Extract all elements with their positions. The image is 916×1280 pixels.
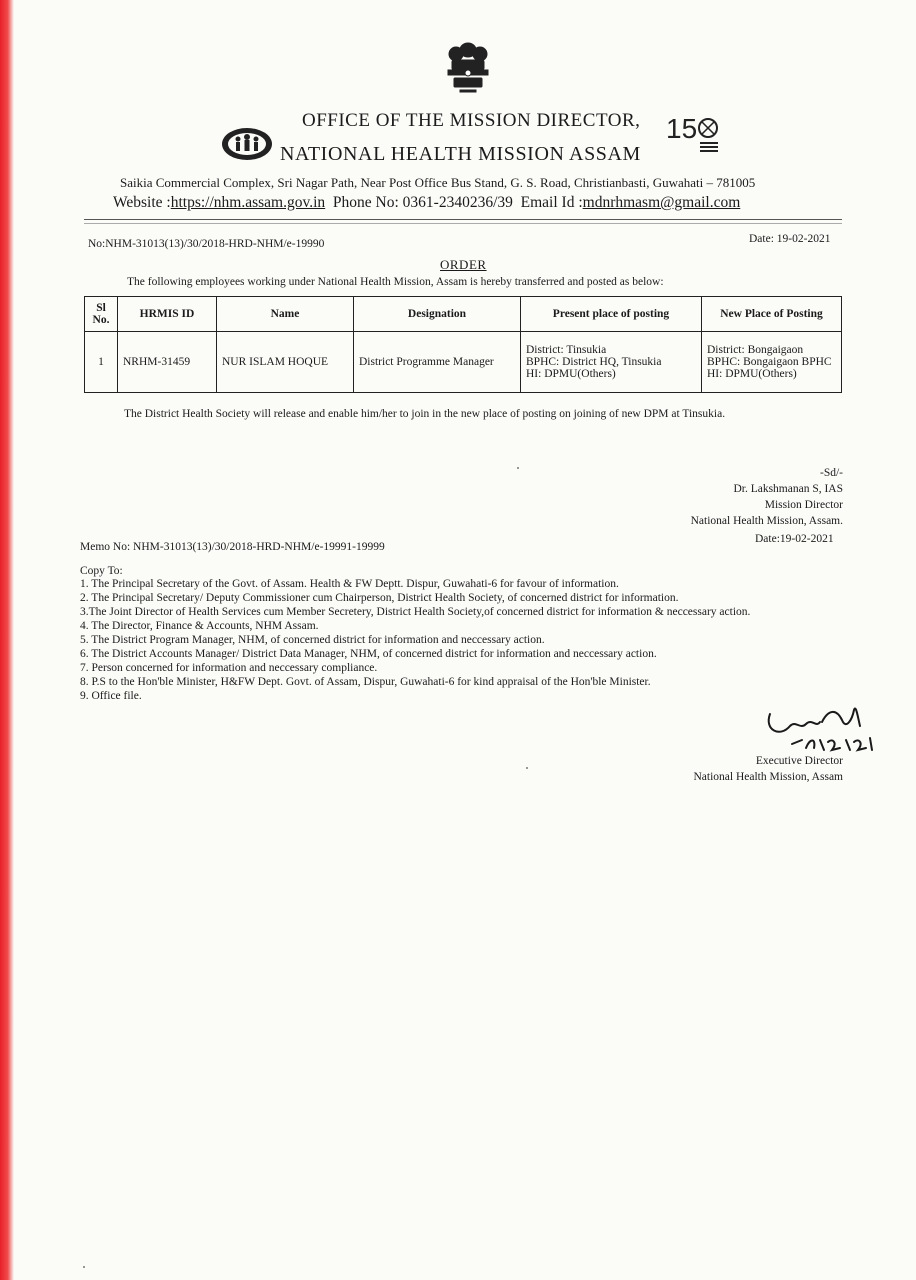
contact-line [113,194,740,212]
list-item: 1. The Principal Secretary of the Govt. of Assam. Health & FW Deptt. Dispur, Guwahati-6 for favour of information. [80,578,619,590]
order-reference-number: No:NHM-31013(13)/30/2018-HRD-NHM/e-19990 [88,238,325,250]
order-date: Date: 19-02-2021 [749,233,831,245]
cell-designation: District Programme Manager [354,332,521,393]
nhm-logo-icon [220,126,274,162]
new-district: District: Bongaigaon [707,344,804,356]
present-bphc: BPHC: District HQ, Tinsukia [526,356,662,368]
svg-text:15: 15 [666,113,698,144]
page-red-edge [0,0,14,1280]
table-header-row [85,297,842,332]
col-header-present-posting: Present place of posting [521,297,702,332]
present-district: District: Tinsukia [526,344,607,356]
table-row [85,332,842,393]
signatory-name: Dr. Lakshmanan S, IAS [733,483,843,495]
cell-hrmis: NRHM-31459 [118,332,217,393]
executive-title: Executive Director [755,755,843,767]
phone-number: Phone No: 0361-2340236/39 [332,194,513,211]
list-item: 2. The Principal Secretary/ Deputy Commissioner cum Chairperson, District Health Society, of concerned district for information. [80,592,679,604]
list-item: 3.The Joint Director of Health Services cum Member Secretery, District Health Society,of concerned district for information & neccessary action. [80,606,751,618]
website-link[interactable]: https://nhm.assam.gov.in [170,194,326,211]
memo-date: Date:19-02-2021 [755,533,834,545]
executive-organisation: National Health Mission, Assam [693,771,843,783]
header-divider [84,219,842,220]
order-intro: The following employees working under National Health Mission, Assam is hereby transferred and posted as below: [127,276,664,288]
mission-director-signatory [691,465,843,529]
signatory-organisation: National Health Mission, Assam. [690,515,843,527]
list-item: 6. The District Accounts Manager/ District Data Manager, NHM, of concerned district for information and neccessary action. [80,648,657,660]
list-item: 5. The District Program Manager, NHM, of concerned district for information and neccessary action. [80,634,545,646]
website-label: Website : [113,194,171,211]
memo-number: Memo No: NHM-31013(13)/30/2018-HRD-NHM/e-19991-19999 [80,541,385,553]
list-item: 7. Person concerned for information and neccessary compliance. [80,662,378,674]
copy-to-list [80,577,825,703]
office-address: Saikia Commercial Complex, Sri Nagar Path, Near Post Office Bus Stand, G. S. Road, Christianbasti, Guwahati – 781005 [120,175,756,190]
present-hi: HI: DPMU(Others) [526,368,616,380]
col-header-name: Name [217,297,354,332]
email-link[interactable]: mdnrhmasm@gmail.com [582,194,741,211]
list-item: 8. P.S to the Hon'ble Minister, H&FW Dept. Govt. of Assam, Dispur, Guwahati-6 for kind appraisal of the Hon'ble Minister. [80,676,651,688]
organisation-title: NATIONAL HEALTH MISSION ASSAM [280,143,641,165]
executive-director-signatory [694,753,844,785]
release-note: The District Health Society will release and enable him/her to join in the new place of posting on joining of new DPM at Tinsukia. [124,408,726,420]
cell-sl: 1 [85,332,118,393]
order-heading: ORDER [440,257,487,272]
col-header-new-posting: New Place of Posting [702,297,842,332]
office-title: OFFICE OF THE MISSION DIRECTOR, [302,110,641,131]
signatory-designation: Mission Director [764,499,843,511]
col-header-designation: Designation [354,297,521,332]
list-item: 9. Office file. [80,690,142,702]
col-header-sl: Sl No. [85,297,118,332]
state-emblem-icon [438,36,498,96]
scan-speck [83,1266,85,1268]
new-bphc: BPHC: Bongaigaon BPHC [707,356,832,368]
15-years-logo-icon [664,108,724,160]
header-divider-thin [84,223,842,224]
scan-speck [526,767,528,769]
email-label: Email Id : [520,194,583,211]
sd-mark: -Sd/- [820,467,843,479]
list-item: 4. The Director, Finance & Accounts, NHM Assam. [80,620,319,632]
col-header-hrmis: HRMIS ID [118,297,217,332]
scan-speck [517,467,519,469]
handwritten-signature-icon [762,700,892,760]
copy-to-label: Copy To: [80,565,123,577]
cell-new-posting [702,332,842,393]
cell-name: NUR ISLAM HOQUE [217,332,354,393]
cell-present-posting [521,332,702,393]
transfer-table [84,296,842,393]
new-hi: HI: DPMU(Others) [707,368,797,380]
